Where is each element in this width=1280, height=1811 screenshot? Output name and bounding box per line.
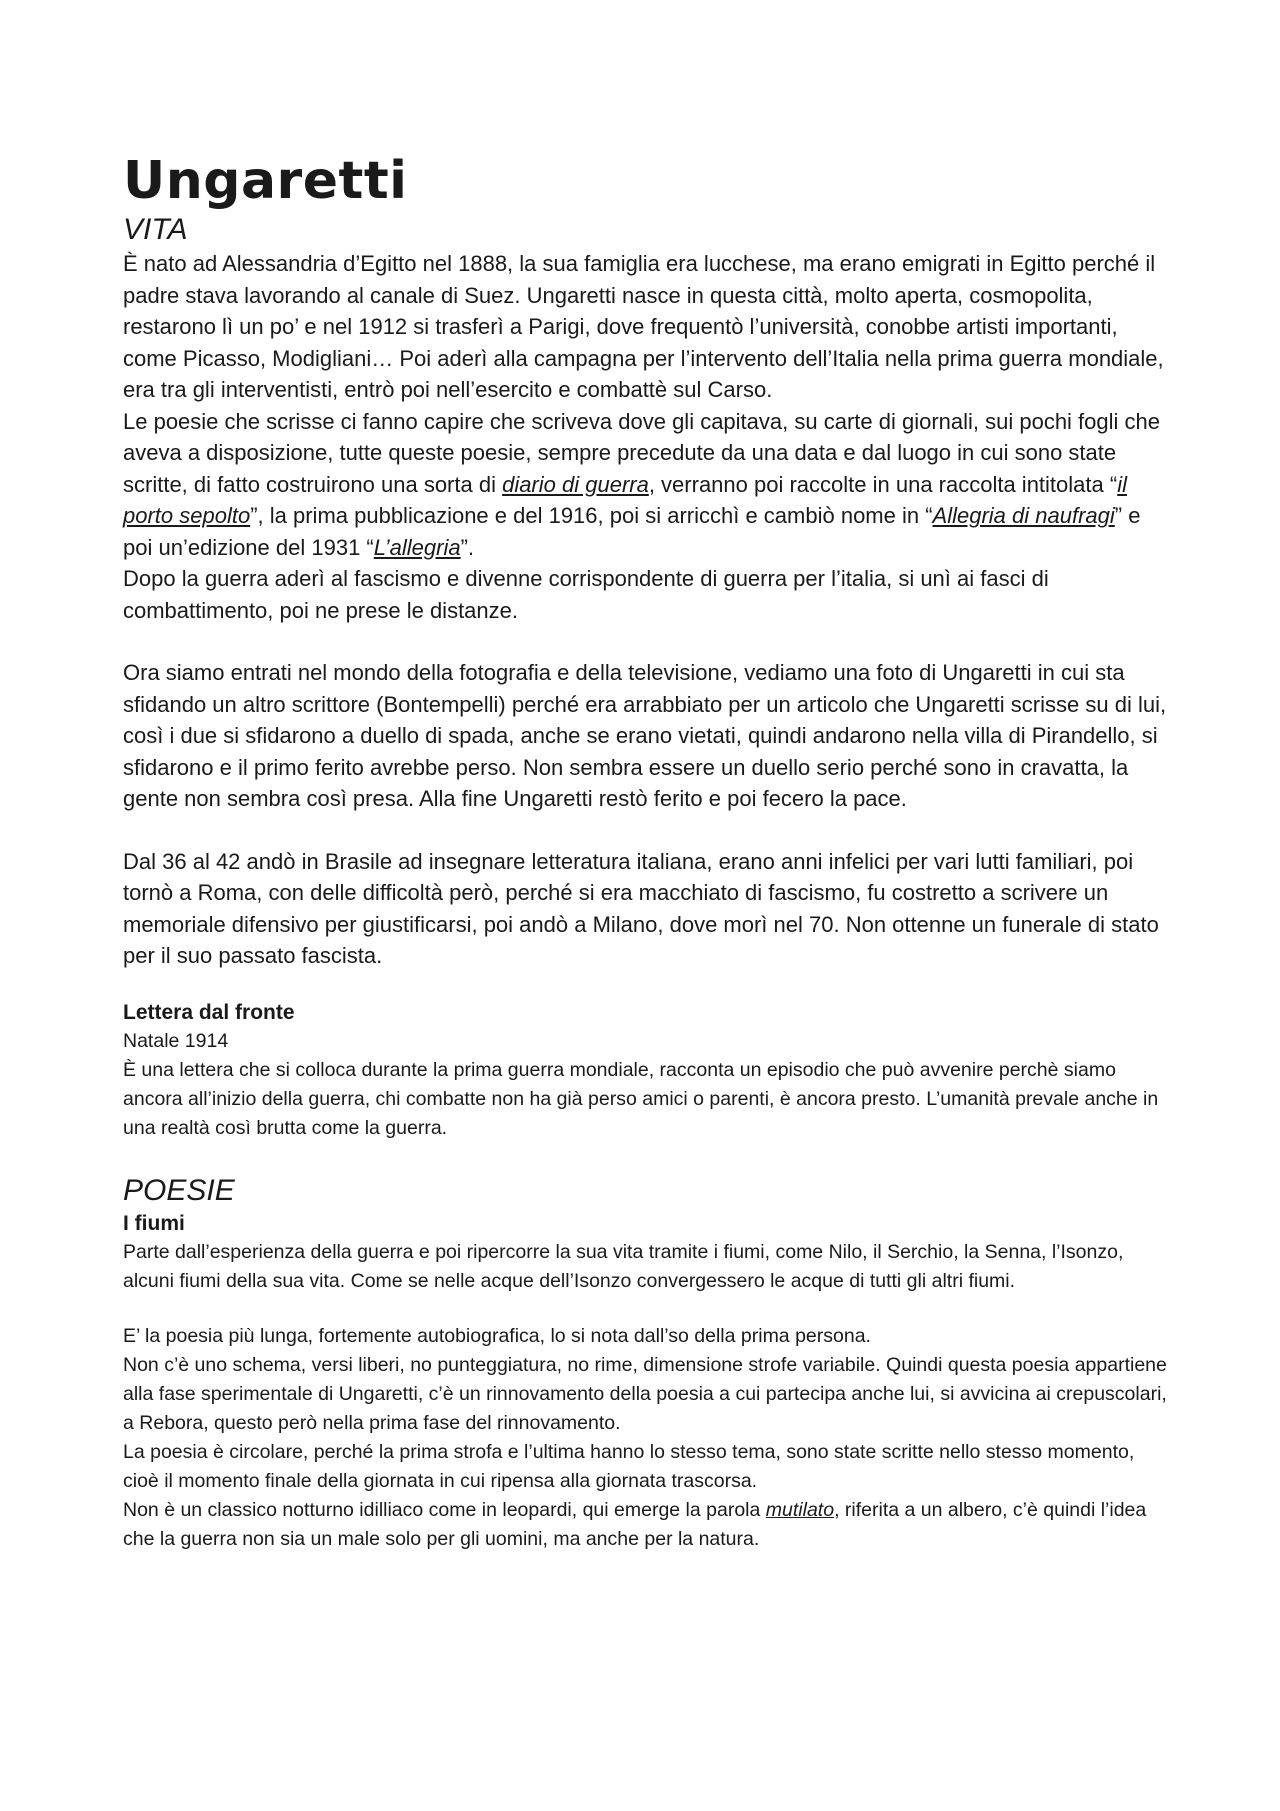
text-run: , verranno poi raccolte in una raccolta intitolata “ xyxy=(648,471,1118,497)
emphasis-l-allegria: L’allegria xyxy=(373,534,461,560)
text-run: Dopo la guerra aderì al fascismo e divenne corrispondente di guerra per l’italia, si unì ai fasci di combattimento, poi ne prese le distanze. xyxy=(123,566,1049,623)
emphasis-il-porto-sepolto: il porto sepolto xyxy=(123,471,1127,528)
text-run: E’ la poesia più lunga, fortemente autobiografica, lo si nota dall’so della prima persona. xyxy=(123,1324,871,1347)
lettera-date: Natale 1914 xyxy=(123,1029,229,1052)
spacer xyxy=(123,972,1168,998)
paragraph-vita-1 xyxy=(123,248,1168,626)
spacer xyxy=(123,1296,1168,1322)
text-run: Non c’è uno schema, versi liberi, no punteggiatura, no rime, dimensione strofe variabile. Quindi questa poesia appartiene alla fase sperimentale di Ungaretti, c’è un rinnovamento della poesia a cui partecipa anche lui, si avvicina ai crepuscolari, a Rebora, questo però nella prima fase del rinnovamento. xyxy=(123,1353,1167,1434)
text-run: ” e poi un’edizione del 1931 “ xyxy=(123,503,1141,560)
document-title: Ungaretti xyxy=(123,151,408,211)
emphasis-allegria-di-naufragi: Allegria di naufragi xyxy=(932,503,1115,528)
heading-i-fiumi: I fiumi xyxy=(123,1211,185,1235)
document-content xyxy=(123,150,1168,1554)
spacer xyxy=(123,815,1168,846)
paragraph-lettera: È una lettera che si colloca durante la prima guerra mondiale, racconta un episodio che può avvenire perchè siamo ancora all’inizio della guerra, chi combatte non ha già perso amici o parenti, è ancora presto. L’umanità prevale anche in una realtà così brutta come la guerra. xyxy=(123,1058,1159,1139)
text-run: ”, la prima pubblicazione e del 1916, poi si arricchì e cambiò nome in “ xyxy=(250,503,933,528)
spacer xyxy=(123,626,1168,657)
paragraph-vita-2: Ora siamo entrati nel mondo della fotografia e della televisione, vediamo una foto di Ungaretti in cui sta sfidando un altro scrittore (Bontempelli) perché era arrabbiato per un articolo che Ungaretti scrisse su di lui, così i due si sfidarono a duello di spada, anche se erano vietati, quindi andarono nella villa di Pirandello, si sfidarono e il primo ferito avrebbe perso. Non sembra essere un duello serio perché sono in cravatta, la gente non sembra così presa. Alla fine Ungaretti restò ferito e poi fecero la pace. xyxy=(123,660,1167,811)
text-run: , riferita a un albero, c’è quindi l’idea che la guerra non sia un male solo per gli uomini, ma anche per la natura. xyxy=(123,1498,1147,1550)
emphasis-diario-di-guerra: diario di guerra xyxy=(502,471,649,497)
paragraph-fiumi-1: Parte dall’esperienza della guerra e poi ripercorre la sua vita tramite i fiumi, come Nilo, il Serchio, la Senna, l’Isonzo, alcuni fiumi della sua vita. Come se nelle acque dell’Isonzo convergessero le acque di tutti gli altri fiumi. xyxy=(123,1240,1124,1292)
paragraph-vita-3: Dal 36 al 42 andò in Brasile ad insegnare letteratura italiana, erano anni infelici per vari lutti familiari, poi tornò a Roma, con delle difficoltà però, perché si era macchiato di fascismo, fu costretto a scrivere un memoriale difensivo per giustificarsi, poi andò a Milano, dove morì nel 70. Non ottenne un funerale di stato per il suo passato fascista. xyxy=(123,848,1159,968)
section-heading-vita: VITA xyxy=(123,213,188,246)
text-run: ”. xyxy=(460,534,475,560)
text-run: È nato ad Alessandria d’Egitto nel 1888, la sua famiglia era lucchese, ma erano emigrati in Egitto perché il padre stava lavorando al canale di Suez. Ungaretti nasce in questa città, molto aperta, cosmopolita, restarono lì un po’ e nel 1912 si trasferì a Parigi, dove frequentò l’università, conobbe artisti importanti, come Picasso, Modigliani… Poi aderì alla campagna per l’intervento dell’Italia nella prima guerra mondiale, era tra gli interventisti, entrò poi nell’esercito e combattè sul Carso. xyxy=(123,251,1164,402)
text-run: Non è un classico notturno idilliaco come in leopardi, qui emerge la parola xyxy=(123,1498,766,1521)
emphasis-mutilato: mutilato xyxy=(765,1498,835,1521)
heading-lettera-dal-fronte: Lettera dal fronte xyxy=(123,1000,295,1024)
text-run: Le poesie che scrisse ci fanno capire che scriveva dove gli capitava, su carte di giornali, sui pochi fogli che aveva a disposizione, tutte queste poesie, sempre precedute da una data e dal luogo in cui sono state scritte, di fatto costruirono una sorta di xyxy=(123,408,1160,497)
paragraph-fiumi-2 xyxy=(123,1322,1168,1554)
section-heading-poesie: POESIE xyxy=(123,1173,235,1207)
text-run: La poesia è circolare, perché la prima strofa e l’ultima hanno lo stesso tema, sono state scritte nello stesso momento, cioè il momento finale della giornata in cui ripensa alla giornata trascorsa. xyxy=(123,1440,1135,1492)
